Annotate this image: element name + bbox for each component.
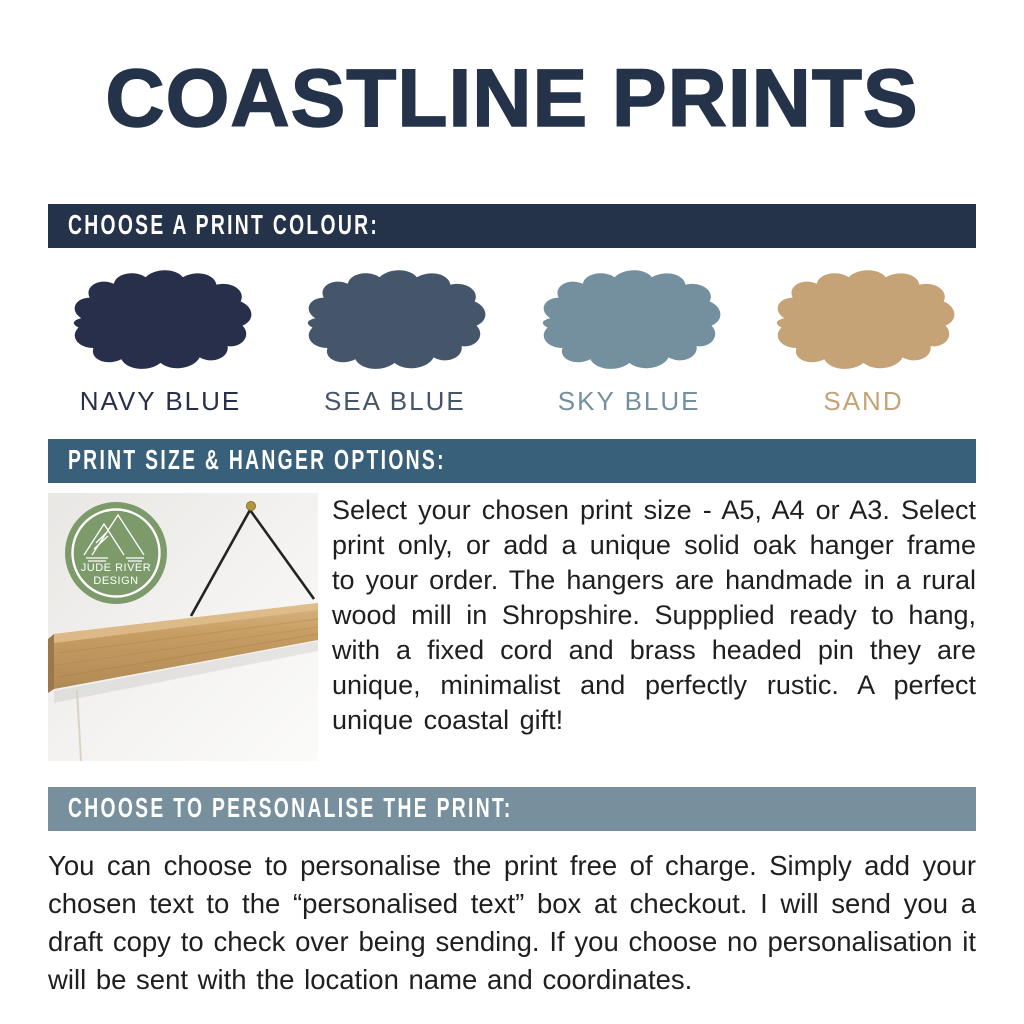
swatch-navy-blue xyxy=(48,260,273,417)
swatch-sand xyxy=(751,260,976,417)
oak-hanger-photo xyxy=(48,493,318,761)
section-banner-personalise xyxy=(48,787,976,831)
colour-swatch-row xyxy=(48,260,976,417)
personalise-description: You can choose to personalise the print free of charge. Simply add your chosen text to the “personalised text” box at checkout. I will send you a draft copy to check over being sending. If you choose no personalisation it will be sent with the location name and coordinates. xyxy=(48,850,976,995)
section-heading-personalise: CHOOSE TO PERSONALISE THE PRINT: xyxy=(68,793,513,824)
hanger-section xyxy=(48,493,976,765)
section-banner-size-hanger xyxy=(48,439,976,483)
swatch-sea-blue xyxy=(282,260,507,417)
logo-text-line1: JUDE RIVER xyxy=(80,562,152,574)
section-heading-print-colour: CHOOSE A PRINT COLOUR: xyxy=(68,210,380,241)
swatch-sky-blue xyxy=(517,260,742,417)
hanger-product-photo xyxy=(48,493,318,761)
swatch-label-sky-blue: SKY BLUE xyxy=(557,386,701,416)
paint-stroke-icon xyxy=(527,260,732,382)
logo-text-line2: DESIGN xyxy=(93,575,139,587)
section-heading-size-hanger: PRINT SIZE & HANGER OPTIONS: xyxy=(68,445,446,476)
size-hanger-description: Select your chosen print size - A5, A4 or A3. Select print only, or add a unique solid oak hanger frame to your order. The hangers are handmade in a rural wood mill in Shropshire. Suppplied ready to hang, with a fixed cord and brass headed pin they are unique, minimalist and perfectly rustic. A perfect unique coastal gift! xyxy=(332,495,976,735)
paint-stroke-icon xyxy=(761,260,966,382)
jude-river-design-logo xyxy=(65,502,167,604)
swatch-label-navy-blue: NAVY BLUE xyxy=(79,386,242,416)
paint-stroke-icon xyxy=(58,260,263,382)
brass-pin xyxy=(247,502,256,511)
paint-stroke-icon xyxy=(292,260,497,382)
page-title: COASTLINE PRINTS xyxy=(105,53,919,144)
swatch-label-sand: SAND xyxy=(823,386,904,416)
section-banner-print-colour xyxy=(48,204,976,248)
swatch-label-sea-blue: SEA BLUE xyxy=(323,386,466,416)
